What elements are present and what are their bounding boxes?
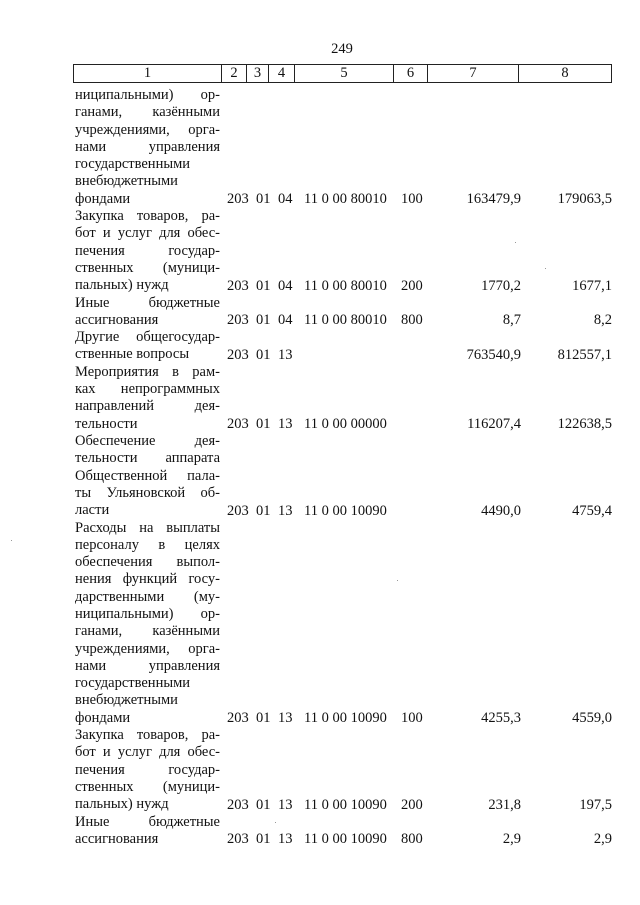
cell-col-8: 1677,1 [572,277,612,294]
row-name-line: бот и услуг для обес- [75,744,220,761]
column-header-5: 5 [295,65,394,82]
column-header-2: 2 [222,65,247,82]
row-name-line: учреждениями, орга- [75,640,220,657]
row-name-line: фондами [75,190,131,207]
row-name [75,87,220,208]
cell-col-5: 11 0 00 00000 [304,415,387,432]
row-name-line: учреждениями, орга- [75,121,220,138]
row-name-line: Иные бюджетные [75,294,220,311]
row-name-line: ственных (муници- [75,259,220,276]
scan-speck [397,580,398,581]
cell-col-2: 203 [227,415,249,432]
cell-col-5: 11 0 00 80010 [304,312,387,329]
row-name-line: нами управления [75,138,220,155]
row-name-line: нами управления [75,657,220,674]
row-name-line: фондами [75,709,131,726]
table-row [0,814,640,849]
cell-col-4: 04 [278,191,293,208]
row-name-line: ниципальными) ор- [75,605,220,622]
row-name-line: направлений дея- [75,398,220,415]
cell-col-6: 800 [401,831,423,848]
cell-col-5: 11 0 00 10090 [304,710,387,727]
row-name-line: ты Ульяновской об- [75,484,220,501]
cell-col-7: 4490,0 [481,502,521,519]
cell-col-5: 11 0 00 10090 [304,502,387,519]
row-name-line: Общественной пала- [75,467,220,484]
row-name-line: государственными [75,156,191,173]
cell-col-7: 231,8 [488,796,521,813]
table-row [0,520,640,728]
cell-col-4: 13 [278,415,293,432]
row-name-line: внебюджетными [75,173,178,190]
scan-speck [515,242,516,243]
cell-col-6: 200 [401,277,423,294]
row-name-line: Обеспечение дея- [75,433,220,449]
row-name-line: обеспечения выпол- [75,554,220,571]
row-name [75,433,220,519]
table-row [0,364,640,433]
cell-col-2: 203 [227,502,249,519]
column-header-8: 8 [561,65,569,81]
cell-col-2: 203 [227,346,249,363]
table-row [0,433,640,520]
cell-col-3: 01 [256,415,271,432]
column-header-7: 7 [428,65,519,82]
row-name-line: персоналу в целях [75,536,220,553]
row-name-line: нения функций госу- [75,571,220,588]
row-name-line: печения государ- [75,761,220,778]
row-name-line: внебюджетными [75,692,178,709]
cell-col-2: 203 [227,312,249,329]
table-row [0,87,640,208]
cell-col-7: 163479,9 [466,191,521,208]
cell-col-3: 01 [256,277,271,294]
cell-col-2: 203 [227,710,249,727]
scan-speck [545,268,546,269]
column-header-3: 3 [247,65,269,82]
cell-col-6: 800 [401,312,423,329]
row-name-line: тельности [75,415,138,432]
cell-col-3: 01 [256,346,271,363]
row-name-line: бот и услуг для обес- [75,225,220,242]
cell-col-3: 01 [256,796,271,813]
cell-col-7: 763540,9 [466,346,521,363]
cell-col-8: 812557,1 [557,346,612,363]
table-row [0,208,640,295]
row-name-line: ассигнования [75,830,159,847]
row-name-line: ственных (муници- [75,778,220,795]
row-name [75,814,220,849]
table-row [0,295,640,330]
scan-speck [11,540,12,541]
cell-col-4: 04 [278,312,293,329]
cell-col-4: 13 [278,796,293,813]
row-name-line: ласти [75,502,110,519]
cell-col-3: 01 [256,710,271,727]
cell-col-2: 203 [227,191,249,208]
cell-col-5: 11 0 00 80010 [304,191,387,208]
table-row [0,727,640,814]
cell-col-8: 197,5 [579,796,612,813]
row-name-line: ассигнования [75,311,159,328]
row-name-line: ках непрограммных [75,381,220,398]
cell-col-7: 2,9 [502,831,521,848]
column-header-1: 1 [74,65,222,82]
cell-col-2: 203 [227,796,249,813]
cell-col-4: 04 [278,277,293,294]
cell-col-8: 4559,0 [572,710,612,727]
cell-col-3: 01 [256,502,271,519]
cell-col-3: 01 [256,312,271,329]
cell-col-5: 11 0 00 80010 [304,277,387,294]
cell-col-8: 122638,5 [557,415,612,432]
row-name [75,295,220,330]
row-name-line: Иные бюджетные [75,813,220,830]
cell-col-3: 01 [256,831,271,848]
row-name-line: Закупка товаров, ра- [75,208,220,225]
row-name-line: ственные вопросы [75,346,190,363]
cell-col-6: 200 [401,796,423,813]
cell-col-5: 11 0 00 10090 [304,796,387,813]
row-name-line: Другие общегосудар- [75,329,220,346]
row-name-line: ниципальными) ор- [75,87,220,103]
cell-col-8: 8,2 [593,312,612,329]
cell-col-4: 13 [278,710,293,727]
row-name-line: ганами, казёнными [75,104,220,121]
row-name [75,329,220,364]
cell-col-6: 100 [401,710,423,727]
row-name [75,727,220,813]
cell-col-8: 2,9 [593,831,612,848]
row-name-line: Мероприятия в рам- [75,363,220,380]
cell-col-7: 116207,4 [467,415,521,432]
page-number: 249 [331,41,353,57]
row-name [75,364,220,433]
column-header-4: 4 [269,65,295,82]
cell-col-3: 01 [256,191,271,208]
row-name-line: ганами, казёнными [75,623,220,640]
row-name [75,208,220,294]
row-name-line: государственными [75,675,191,692]
cell-col-4: 13 [278,346,293,363]
cell-col-7: 8,7 [502,312,521,329]
row-name-line: Расходы на выплаты [75,519,220,536]
column-header-6: 6 [394,65,428,82]
cell-col-8: 179063,5 [557,191,612,208]
row-name-line: печения государ- [75,242,220,259]
scan-speck [275,822,276,823]
cell-col-7: 1770,2 [481,277,521,294]
cell-col-6: 100 [401,191,423,208]
cell-col-7: 4255,3 [481,710,521,727]
cell-col-4: 13 [278,831,293,848]
row-name-line: Закупка товаров, ра- [75,727,220,744]
row-name-line: дарственными (му- [75,588,220,605]
row-name-line: пальных) нужд [75,796,169,813]
row-name [75,520,220,728]
cell-col-4: 13 [278,502,293,519]
cell-col-5: 11 0 00 10090 [304,831,387,848]
row-name-line: тельности аппарата [75,450,220,467]
cell-col-2: 203 [227,831,249,848]
table-row [0,329,640,364]
cell-col-2: 203 [227,277,249,294]
cell-col-8: 4759,4 [572,502,612,519]
row-name-line: пальных) нужд [75,277,169,294]
